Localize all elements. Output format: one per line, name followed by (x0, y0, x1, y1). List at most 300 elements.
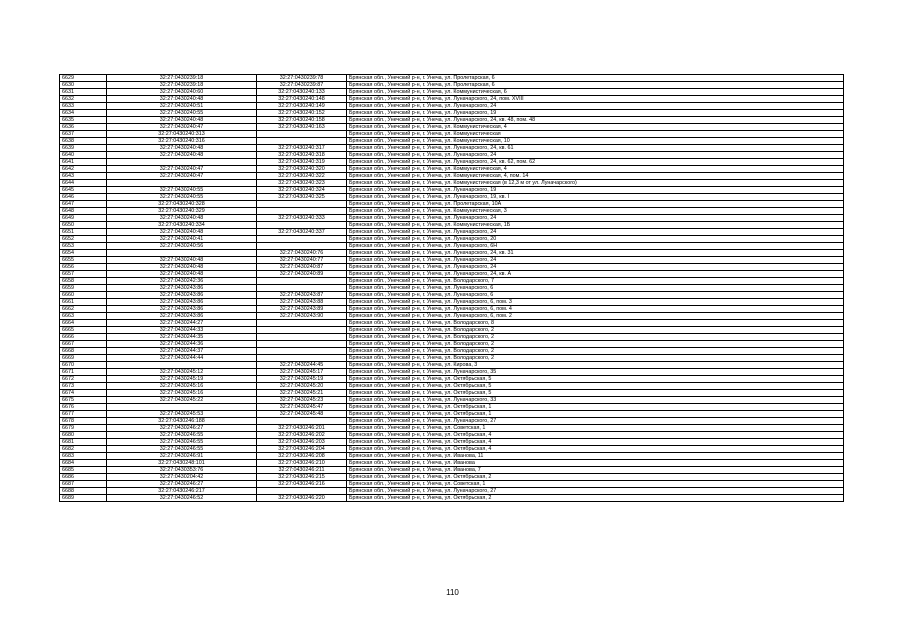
table-row (60, 348, 844, 355)
address-cell: Брянская обл., Унечский р-н, г. Унеча, ул. Володарского, 2 (347, 355, 844, 362)
address-cell: Брянская обл., Унечский р-н, г. Унеча, ул. Октябрьская, 5 (347, 390, 844, 397)
address-cell: Брянская обл., Унечский р-н, г. Унеча, ул. Луначарского, 19 (347, 110, 844, 117)
table-row (60, 166, 844, 173)
table-row (60, 320, 844, 327)
address-cell: Брянская обл., Унечский р-н, г. Унеча, ул. Коммунистическая, 6 (347, 89, 844, 96)
address-cell: Брянская обл., Унечский р-н, г. Унеча, ул. Луначарского, 35 (347, 369, 844, 376)
table-row (60, 271, 844, 278)
land-cadastral-number-cell: 32:27:0430240:48 (107, 152, 257, 159)
row-number-cell: 6645 (60, 187, 107, 194)
row-number-cell: 6657 (60, 271, 107, 278)
table-row (60, 236, 844, 243)
address-cell: Брянская обл., Унечский р-н, г. Унеча, ул. Кирова, 3 (347, 362, 844, 369)
row-number-cell: 6648 (60, 208, 107, 215)
address-cell: Брянская обл., Унечский р-н, г. Унеча, ул. Луначарского, 24, кв. 62, пом. 62 (347, 159, 844, 166)
building-cadastral-number-cell: 32:27:0430240:325 (257, 194, 347, 201)
land-cadastral-number-cell: 32:27:0430240:55 (107, 110, 257, 117)
row-number-cell: 6661 (60, 299, 107, 306)
registry-table-body (60, 75, 844, 502)
row-number-cell: 6686 (60, 474, 107, 481)
building-cadastral-number-cell: 32:27:0430240:317 (257, 145, 347, 152)
address-cell: Брянская обл., Унечский р-н, г. Унеча, ул. Луначарского, 20 (347, 236, 844, 243)
table-row (60, 488, 844, 495)
land-cadastral-number-cell: 32:27:0430244:44 (107, 355, 257, 362)
row-number-cell: 6683 (60, 453, 107, 460)
building-cadastral-number-cell: 32:27:0430240:149 (257, 103, 347, 110)
row-number-cell: 6677 (60, 411, 107, 418)
address-cell: Брянская обл., Унечский р-н, г. Унеча, ул. Луначарского, 6, пом. 2 (347, 313, 844, 320)
table-row (60, 495, 844, 502)
building-cadastral-number-cell: 32:27:0430244:45 (257, 362, 347, 369)
land-cadastral-number-cell: 32:27:0430204:42 (107, 474, 257, 481)
building-cadastral-number-cell: 32:27:0430246:211 (257, 467, 347, 474)
land-cadastral-number-cell (107, 250, 257, 257)
table-row (60, 481, 844, 488)
address-cell: Брянская обл., Унечский р-н, г. Унеча, ул. Луначарского, 6 (347, 292, 844, 299)
address-cell: Брянская обл., Унечский р-н, г. Унеча, ул. Луначарского, 24, пом. XVIII (347, 96, 844, 103)
table-row (60, 152, 844, 159)
land-cadastral-number-cell: 32:27:0430244:27 (107, 320, 257, 327)
land-cadastral-number-cell: 32:27:0430243:86 (107, 292, 257, 299)
row-number-cell: 6676 (60, 404, 107, 411)
address-cell: Брянская обл., Унечский р-н, г. Унеча, ул. Коммунистическая, 3 (347, 208, 844, 215)
table-row (60, 222, 844, 229)
row-number-cell: 6682 (60, 446, 107, 453)
land-cadastral-number-cell (107, 180, 257, 187)
building-cadastral-number-cell: 32:27:0430246:210 (257, 460, 347, 467)
row-number-cell: 6641 (60, 159, 107, 166)
address-cell: Брянская обл., Унечский р-н, г. Унеча, ул. Октябрьская, 4 (347, 446, 844, 453)
table-row (60, 117, 844, 124)
table-row (60, 418, 844, 425)
address-cell: Брянская обл., Унечский р-н, г. Унеча, ул. Луначарского, 24, кв. 61 (347, 145, 844, 152)
address-cell: Брянская обл., Унечский р-н, г. Унеча, ул. Володарского, 8 (347, 320, 844, 327)
table-row (60, 411, 844, 418)
land-cadastral-number-cell: 32:27:0430248:101 (107, 460, 257, 467)
row-number-cell: 6687 (60, 481, 107, 488)
building-cadastral-number-cell: 32:27:0430245:19 (257, 376, 347, 383)
address-cell: Брянская обл., Унечский р-н, г. Унеча, ул. Луначарского, 19, кв. I (347, 194, 844, 201)
table-row (60, 159, 844, 166)
building-cadastral-number-cell: 32:27:0430246:204 (257, 446, 347, 453)
land-cadastral-number-cell: 32:27:0430240:48 (107, 264, 257, 271)
row-number-cell: 6642 (60, 166, 107, 173)
building-cadastral-number-cell: 32:27:0430243:89 (257, 306, 347, 313)
building-cadastral-number-cell (257, 243, 347, 250)
table-row (60, 299, 844, 306)
land-cadastral-number-cell: 32:27:0430240:47 (107, 124, 257, 131)
table-row (60, 243, 844, 250)
row-number-cell: 6665 (60, 327, 107, 334)
land-cadastral-number-cell: 32:27:0430353:76 (107, 467, 257, 474)
table-row (60, 278, 844, 285)
row-number-cell: 6666 (60, 334, 107, 341)
table-row (60, 292, 844, 299)
row-number-cell: 6652 (60, 236, 107, 243)
building-cadastral-number-cell: 32:27:0430240:163 (257, 124, 347, 131)
address-cell: Брянская обл., Унечский р-н, г. Унеча, ул. Володарского, 2 (347, 348, 844, 355)
building-cadastral-number-cell: 32:27:0430240:320 (257, 166, 347, 173)
land-cadastral-number-cell: 32:27:0430240:48 (107, 117, 257, 124)
building-cadastral-number-cell: 32:27:0430240:148 (257, 96, 347, 103)
land-cadastral-number-cell: 32:27:0430244:37 (107, 348, 257, 355)
row-number-cell: 6685 (60, 467, 107, 474)
row-number-cell: 6637 (60, 131, 107, 138)
building-cadastral-number-cell: 32:27:0430246:201 (257, 425, 347, 432)
building-cadastral-number-cell (257, 334, 347, 341)
building-cadastral-number-cell (257, 131, 347, 138)
building-cadastral-number-cell (257, 285, 347, 292)
address-cell: Брянская обл., Унечский р-н, г. Унеча, ул. Луначарского, 33 (347, 397, 844, 404)
address-cell: Брянская обл., Унечский р-н, г. Унеча, ул. Володарского, 2 (347, 341, 844, 348)
land-cadastral-number-cell: 32:27:0430242:36 (107, 278, 257, 285)
row-number-cell: 6635 (60, 117, 107, 124)
building-cadastral-number-cell: 32:27:0430240:158 (257, 117, 347, 124)
table-row (60, 341, 844, 348)
land-cadastral-number-cell: 32:27:0430245:22 (107, 397, 257, 404)
table-row (60, 425, 844, 432)
building-cadastral-number-cell: 32:27:0430246:208 (257, 453, 347, 460)
land-cadastral-number-cell: 32:27:0430240:41 (107, 236, 257, 243)
row-number-cell: 6640 (60, 152, 107, 159)
land-cadastral-number-cell: 32:27:0430240:48 (107, 229, 257, 236)
table-row (60, 173, 844, 180)
row-number-cell: 6664 (60, 320, 107, 327)
land-cadastral-number-cell: 32:27:0430240:60 (107, 89, 257, 96)
address-cell: Брянская обл., Унечский р-н, г. Унеча, ул. Луначарского, 19 (347, 187, 844, 194)
row-number-cell: 6636 (60, 124, 107, 131)
land-cadastral-number-cell: 32:27:0430244:33 (107, 327, 257, 334)
row-number-cell: 6639 (60, 145, 107, 152)
table-row (60, 446, 844, 453)
land-cadastral-number-cell: 32:27:0430239:18 (107, 82, 257, 89)
row-number-cell: 6678 (60, 418, 107, 425)
land-cadastral-number-cell: 32:27:0430240:328 (107, 201, 257, 208)
building-cadastral-number-cell (257, 355, 347, 362)
row-number-cell: 6631 (60, 89, 107, 96)
address-cell: Брянская обл., Унечский р-н, г. Унеча, ул. Коммунистическая (в 12,3 м от ул. Луначарского) (347, 180, 844, 187)
table-row (60, 110, 844, 117)
row-number-cell: 6644 (60, 180, 107, 187)
land-cadastral-number-cell: 32:27:0430246:27 (107, 425, 257, 432)
land-cadastral-number-cell: 32:27:0430245:16 (107, 390, 257, 397)
land-cadastral-number-cell: 32:27:0430246:217 (107, 488, 257, 495)
row-number-cell: 6653 (60, 243, 107, 250)
land-cadastral-number-cell: 32:27:0430240:334 (107, 222, 257, 229)
row-number-cell: 6638 (60, 138, 107, 145)
table-row (60, 194, 844, 201)
row-number-cell: 6655 (60, 257, 107, 264)
address-cell: Брянская обл., Унечский р-н, г. Унеча, ул. Луначарского, 24, кв. 31 (347, 250, 844, 257)
address-cell: Брянская обл., Унечский р-н, г. Унеча, ул. Луначарского, 24 (347, 103, 844, 110)
table-row (60, 96, 844, 103)
building-cadastral-number-cell: 32:27:0430246:220 (257, 495, 347, 502)
land-cadastral-number-cell: 32:27:0430240:56 (107, 243, 257, 250)
table-row (60, 369, 844, 376)
land-cadastral-number-cell: 32:27:0430240:51 (107, 103, 257, 110)
land-cadastral-number-cell: 32:27:0430240:329 (107, 208, 257, 215)
address-cell: Брянская обл., Унечский р-н, г. Унеча, ул. Луначарского, 6, пом. 4 (347, 306, 844, 313)
address-cell: Брянская обл., Унечский р-н, г. Унеча, ул. Володарского, 2 (347, 327, 844, 334)
table-row (60, 432, 844, 439)
land-cadastral-number-cell: 32:27:0430240:313 (107, 131, 257, 138)
row-number-cell: 6646 (60, 194, 107, 201)
row-number-cell: 6689 (60, 495, 107, 502)
row-number-cell: 6667 (60, 341, 107, 348)
address-cell: Брянская обл., Унечский р-н, г. Унеча, ул. Луначарского, 24 (347, 264, 844, 271)
address-cell: Брянская обл., Унечский р-н, г. Унеча, ул. Октябрьская, 2 (347, 495, 844, 502)
land-cadastral-number-cell (107, 159, 257, 166)
address-cell: Брянская обл., Унечский р-н, г. Унеча, ул. Советская, 1 (347, 425, 844, 432)
row-number-cell: 6663 (60, 313, 107, 320)
land-cadastral-number-cell: 32:27:0430245:19 (107, 376, 257, 383)
address-cell: Брянская обл., Унечский р-н, г. Унеча, ул. Луначарского, 6Н (347, 243, 844, 250)
row-number-cell: 6659 (60, 285, 107, 292)
building-cadastral-number-cell: 32:27:0430240:77 (257, 257, 347, 264)
row-number-cell: 6679 (60, 425, 107, 432)
building-cadastral-number-cell: 32:27:0430240:89 (257, 271, 347, 278)
table-row (60, 306, 844, 313)
table-row (60, 376, 844, 383)
land-cadastral-number-cell: 32:27:0430246:55 (107, 432, 257, 439)
table-row (60, 180, 844, 187)
land-cadastral-number-cell: 32:27:0430243:86 (107, 313, 257, 320)
row-number-cell: 6629 (60, 75, 107, 82)
row-number-cell: 6681 (60, 439, 107, 446)
building-cadastral-number-cell: 32:27:0430245:21 (257, 390, 347, 397)
row-number-cell: 6651 (60, 229, 107, 236)
address-cell: Брянская обл., Унечский р-н, г. Унеча, ул. Октябрьская, 2 (347, 474, 844, 481)
building-cadastral-number-cell (257, 348, 347, 355)
row-number-cell: 6630 (60, 82, 107, 89)
address-cell: Брянская обл., Унечский р-н, г. Унеча, ул. Октябрьская, 1 (347, 404, 844, 411)
registry-table (59, 74, 844, 502)
building-cadastral-number-cell: 32:27:0430240:133 (257, 89, 347, 96)
land-cadastral-number-cell: 32:27:0430243:86 (107, 306, 257, 313)
land-cadastral-number-cell: 32:27:0430240:48 (107, 215, 257, 222)
table-row (60, 250, 844, 257)
page-number: 110 (446, 588, 459, 597)
land-cadastral-number-cell: 32:27:0430240:48 (107, 271, 257, 278)
building-cadastral-number-cell: 32:27:0430239:87 (257, 82, 347, 89)
table-row (60, 467, 844, 474)
land-cadastral-number-cell: 32:27:0430246:55 (107, 446, 257, 453)
row-number-cell: 6668 (60, 348, 107, 355)
building-cadastral-number-cell: 32:27:0430240:322 (257, 173, 347, 180)
row-number-cell: 6649 (60, 215, 107, 222)
row-number-cell: 6680 (60, 432, 107, 439)
land-cadastral-number-cell (107, 362, 257, 369)
land-cadastral-number-cell: 32:27:0430240:48 (107, 145, 257, 152)
address-cell: Брянская обл., Унечский р-н, г. Унеча, ул. Пролетарская, 6 (347, 82, 844, 89)
building-cadastral-number-cell (257, 201, 347, 208)
address-cell: Брянская обл., Унечский р-н, г. Унеча, ул. Иванова, 7 (347, 467, 844, 474)
table-row (60, 124, 844, 131)
table-row (60, 397, 844, 404)
building-cadastral-number-cell: 32:27:0430243:87 (257, 292, 347, 299)
row-number-cell: 6675 (60, 397, 107, 404)
address-cell: Брянская обл., Унечский р-н, г. Унеча, ул. Пролетарская, 6 (347, 75, 844, 82)
address-cell: Брянская обл., Унечский р-н, г. Унеча, ул. Октябрьская, 1 (347, 411, 844, 418)
building-cadastral-number-cell: 32:27:0430245:47 (257, 404, 347, 411)
table-row (60, 390, 844, 397)
land-cadastral-number-cell: 32:27:0430245:53 (107, 411, 257, 418)
land-cadastral-number-cell: 32:27:0430240:55 (107, 187, 257, 194)
row-number-cell: 6684 (60, 460, 107, 467)
land-cadastral-number-cell: 32:27:0430246:91 (107, 453, 257, 460)
building-cadastral-number-cell: 32:27:0430240:337 (257, 229, 347, 236)
table-row (60, 460, 844, 467)
building-cadastral-number-cell: 32:27:0430246:215 (257, 474, 347, 481)
land-cadastral-number-cell: 32:27:0430246:55 (107, 439, 257, 446)
building-cadastral-number-cell: 32:27:0430240:152 (257, 110, 347, 117)
building-cadastral-number-cell: 32:27:0430246:202 (257, 432, 347, 439)
address-cell: Брянская обл., Унечский р-н, г. Унеча, ул. Луначарского, 6, пом. 3 (347, 299, 844, 306)
building-cadastral-number-cell (257, 236, 347, 243)
building-cadastral-number-cell: 32:27:0430240:323 (257, 180, 347, 187)
table-row (60, 474, 844, 481)
address-cell: Брянская обл., Унечский р-н, г. Унеча, ул. Луначарского, 27 (347, 418, 844, 425)
address-cell: Брянская обл., Унечский р-н, г. Унеча, ул. Луначарского, 24, кв. А (347, 271, 844, 278)
row-number-cell: 6654 (60, 250, 107, 257)
land-cadastral-number-cell: 32:27:0430246:188 (107, 418, 257, 425)
address-cell: Брянская обл., Унечский р-н, г. Унеча, ул. Коммунистическая, 1Б (347, 222, 844, 229)
table-row (60, 439, 844, 446)
table-row (60, 75, 844, 82)
building-cadastral-number-cell: 32:27:0430245:48 (257, 411, 347, 418)
address-cell: Брянская обл., Унечский р-н, г. Унеча, ул. Луначарского, 24 (347, 229, 844, 236)
address-cell: Брянская обл., Унечский р-н, г. Унеча, ул. Луначарского, 24 (347, 152, 844, 159)
table-row (60, 404, 844, 411)
address-cell: Брянская обл., Унечский р-н, г. Унеча, ул. Октябрьская, 5 (347, 383, 844, 390)
building-cadastral-number-cell: 32:27:0430245:17 (257, 369, 347, 376)
building-cadastral-number-cell (257, 488, 347, 495)
land-cadastral-number-cell: 32:27:0430240:47 (107, 166, 257, 173)
table-row (60, 201, 844, 208)
table-row (60, 264, 844, 271)
address-cell: Брянская обл., Унечский р-н, г. Унеча, ул. Коммунистическая (347, 131, 844, 138)
table-row (60, 89, 844, 96)
land-cadastral-number-cell: 32:27:0430244:35 (107, 334, 257, 341)
address-cell: Брянская обл., Унечский р-н, г. Унеча, ул. Луначарского, 24 (347, 215, 844, 222)
address-cell: Брянская обл., Унечский р-н, г. Унеча, ул. Луначарского, 27 (347, 488, 844, 495)
row-number-cell: 6673 (60, 383, 107, 390)
address-cell: Брянская обл., Унечский р-н, г. Унеча, ул. Володарского, 2 (347, 334, 844, 341)
table-row (60, 257, 844, 264)
row-number-cell: 6670 (60, 362, 107, 369)
address-cell: Брянская обл., Унечский р-н, г. Унеча, ул. Луначарского, 24 (347, 257, 844, 264)
building-cadastral-number-cell (257, 208, 347, 215)
row-number-cell: 6633 (60, 103, 107, 110)
land-cadastral-number-cell: 32:27:0430239:18 (107, 75, 257, 82)
building-cadastral-number-cell (257, 320, 347, 327)
building-cadastral-number-cell: 32:27:0430239:78 (257, 75, 347, 82)
row-number-cell: 6658 (60, 278, 107, 285)
address-cell: Брянская обл., Унечский р-н, г. Унеча, ул. Октябрьская, 4 (347, 439, 844, 446)
building-cadastral-number-cell: 32:27:0430240:319 (257, 159, 347, 166)
land-cadastral-number-cell: 32:27:0430240:47 (107, 173, 257, 180)
row-number-cell: 6660 (60, 292, 107, 299)
land-cadastral-number-cell: 32:27:0430240:55 (107, 194, 257, 201)
table-row (60, 334, 844, 341)
row-number-cell: 6647 (60, 201, 107, 208)
table-row (60, 229, 844, 236)
address-cell: Брянская обл., Унечский р-н, г. Унеча, ул. Советская, 1 (347, 481, 844, 488)
table-row (60, 145, 844, 152)
table-row (60, 187, 844, 194)
address-cell: Брянская обл., Унечский р-н, г. Унеча, ул. Коммунистическая, 4 (347, 124, 844, 131)
address-cell: Брянская обл., Унечский р-н, г. Унеча, ул. Октябрьская, 5 (347, 376, 844, 383)
table-row (60, 327, 844, 334)
row-number-cell: 6662 (60, 306, 107, 313)
table-row (60, 383, 844, 390)
building-cadastral-number-cell: 32:27:0430243:90 (257, 313, 347, 320)
row-number-cell: 6656 (60, 264, 107, 271)
row-number-cell: 6688 (60, 488, 107, 495)
table-row (60, 208, 844, 215)
building-cadastral-number-cell: 32:27:0430246:203 (257, 439, 347, 446)
building-cadastral-number-cell: 32:27:0430243:88 (257, 299, 347, 306)
row-number-cell: 6634 (60, 110, 107, 117)
building-cadastral-number-cell (257, 341, 347, 348)
table-row (60, 285, 844, 292)
address-cell: Брянская обл., Унечский р-н, г. Унеча, ул. Иванова, 11 (347, 453, 844, 460)
land-cadastral-number-cell: 32:27:0430245:16 (107, 383, 257, 390)
address-cell: Брянская обл., Унечский р-н, г. Унеча, ул. Иванова (347, 460, 844, 467)
building-cadastral-number-cell: 32:27:0430245:23 (257, 397, 347, 404)
row-number-cell: 6643 (60, 173, 107, 180)
land-cadastral-number-cell: 32:27:0430243:86 (107, 285, 257, 292)
building-cadastral-number-cell (257, 278, 347, 285)
table-row (60, 355, 844, 362)
land-cadastral-number-cell: 32:27:0430243:86 (107, 299, 257, 306)
building-cadastral-number-cell (257, 222, 347, 229)
land-cadastral-number-cell: 32:27:0430240:48 (107, 257, 257, 264)
table-row (60, 453, 844, 460)
address-cell: Брянская обл., Унечский р-н, г. Унеча, ул. Луначарского, 6 (347, 285, 844, 292)
row-number-cell: 6672 (60, 376, 107, 383)
table-row (60, 215, 844, 222)
row-number-cell: 6669 (60, 355, 107, 362)
table-row (60, 82, 844, 89)
address-cell: Брянская обл., Унечский р-н, г. Унеча, ул. Володарского, 7 (347, 278, 844, 285)
land-cadastral-number-cell: 32:27:0430244:36 (107, 341, 257, 348)
building-cadastral-number-cell: 32:27:0430246:216 (257, 481, 347, 488)
building-cadastral-number-cell: 32:27:0430240:76 (257, 250, 347, 257)
land-cadastral-number-cell (107, 404, 257, 411)
address-cell: Брянская обл., Унечский р-н, г. Унеча, ул. Луначарского, 24, кв. 48, пом. 48 (347, 117, 844, 124)
table-row (60, 103, 844, 110)
row-number-cell: 6674 (60, 390, 107, 397)
table-row (60, 313, 844, 320)
row-number-cell: 6671 (60, 369, 107, 376)
row-number-cell: 6632 (60, 96, 107, 103)
building-cadastral-number-cell (257, 138, 347, 145)
building-cadastral-number-cell: 32:27:0430240:318 (257, 152, 347, 159)
table-row (60, 131, 844, 138)
table-row (60, 362, 844, 369)
address-cell: Брянская обл., Унечский р-н, г. Унеча, ул. Пролетарская, 10А (347, 201, 844, 208)
building-cadastral-number-cell (257, 418, 347, 425)
building-cadastral-number-cell (257, 327, 347, 334)
address-cell: Брянская обл., Унечский р-н, г. Унеча, ул. Коммунистическая, 10 (347, 138, 844, 145)
building-cadastral-number-cell: 32:27:0430240:333 (257, 215, 347, 222)
row-number-cell: 6650 (60, 222, 107, 229)
land-cadastral-number-cell: 32:27:0430246:27 (107, 481, 257, 488)
building-cadastral-number-cell: 32:27:0430245:20 (257, 383, 347, 390)
land-cadastral-number-cell: 32:27:0430240:316 (107, 138, 257, 145)
table-row (60, 138, 844, 145)
